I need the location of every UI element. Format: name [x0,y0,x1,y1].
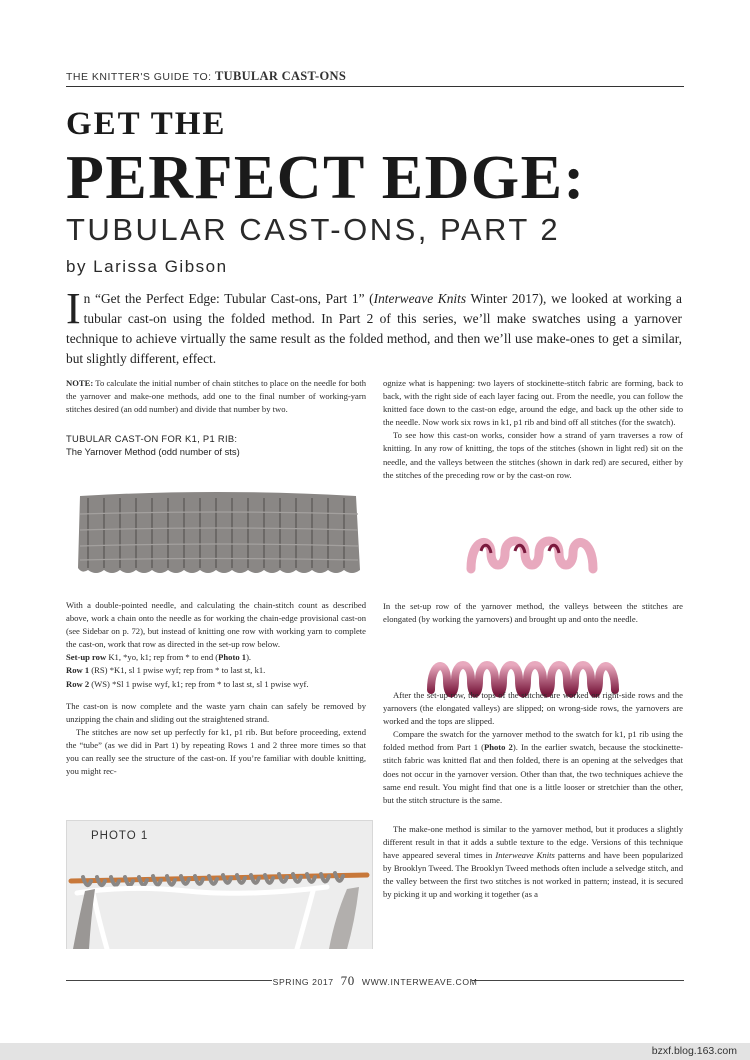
section-heading [66,432,366,458]
after-setup-paragraph: After the set-up row, the tops of the stitches are worked on right-side rows and the yarnovers (the elongated valleys) are slipped; on wrong-side rows, the yarnovers are worked and the tops are slipped. [383,690,683,727]
watermark-bar [0,1043,750,1060]
yarnover-intro: With a double-pointed needle, and calculating the chain-stitch count as described above, work a chain onto the needle as for working the chain-edge provisional cast-on (see Sidebar on p. 72), but instead of knitting one row with working yarn to complete the cast-on, work that row as directed in the set-up row below. [66,600,366,650]
right-column-mid [383,600,683,626]
section-subtitle: The Yarnover Method (odd number of sts) [66,446,240,458]
setup-row-paragraph: In the set-up row of the yarnover method, the valleys between the stitches are elongated (by working the yarnovers) and brought up and onto the needle. [383,601,683,625]
setup-row [66,651,366,664]
wave-light-1 [471,541,593,569]
kicker-topic: TUBULAR CAST-ONS [214,69,347,83]
note-label: NOTE: [66,378,94,388]
right-column-bottom [383,689,683,901]
setup-label: Set-up row [66,652,107,663]
intro-text-b: Winter 2017), we looked at working a tubular cast-on using the folded method. In Part 2 of this series, we’ll make swatches using a yarnover technique to achieve virtually the same result as the folded method, and then we’ll use make-ones to get a similar, but slightly different, effect. [66,291,683,366]
yarn-tail-left [73,889,95,949]
make-one-magazine: Interweave Knits [495,850,555,861]
note-text: To calculate the initial number of chain stitches to place on the needle for both the yarnover and make-one methods, add one to the final number of working-yarn stitches desired (an odd number) and divide that number by two. [66,378,366,415]
footer-season: SPRING 2017 [272,977,334,987]
intro-text-a: n “Get the Perfect Edge: Tubular Cast-ons, Part 1” ( [83,291,374,306]
photo-1-label: PHOTO 1 [91,830,149,842]
intro-magazine: Interweave Knits [373,291,467,306]
setup-photo-ref: Photo 1 [218,652,247,663]
header-rule [66,86,684,87]
right-column-top [383,377,683,482]
left-column-top [66,377,366,458]
make-one-b: patterns and have been popularized by Brooklyn Tweed. The Brooklyn Tweed methods often include a selvedge stitch, and the valley between the first two stitches is not worked in pattern; instead, it is secured by picking it up and working it together (as a [383,850,683,900]
strand-paragraph: To see how this cast-on works, consider how a strand of yarn traverses a row of knitting. In any row of knitting, the tops of the stitches (shown in light red) sit on the needle, and the valleys between the stitches (shown in dark red) are secured, either by the stitches of the preceding row or by the cast-on row. [383,430,683,480]
yarn-tail-right [329,887,359,949]
tube-paragraph: The stitches are now set up perfectly for k1, p1 rib. But before proceeding, extend the “tube” (as we did in Part 1) by repeating Rows 1 and 2 three more times so that you can really see the structure of the cast-on. If you’re familiar with double knitting, you might rec- [66,726,366,777]
intro-paragraph [66,284,683,369]
section-title: TUBULAR CAST-ON FOR K1, P1 RIB: [66,433,238,445]
title-line-1: GET THE [66,106,227,142]
byline: by Larissa Gibson [66,257,228,276]
row-1-text: (RS) *K1, sl 1 pwise wyf; rep from * to last st, k1. [89,665,266,676]
kicker-prefix: THE KNITTER'S GUIDE TO: [66,71,212,83]
setup-end: ). [246,652,252,663]
castoff-paragraph: The cast-on is now complete and the waste yarn chain can safely be removed by unzipping the chain and sliding out the straightened strand. [66,700,366,724]
subtitle: TUBULAR CAST-ONS, PART 2 [66,212,561,247]
waste-yarn [77,887,327,949]
photo-2-ref: Photo 2 [483,742,513,753]
title-line-2: PERFECT EDGE: [66,144,586,212]
row-2 [66,678,366,691]
yarn-wave-diagram-1 [383,524,685,594]
compare-paragraph [383,728,683,807]
row-1 [66,664,366,677]
row-2-label: Row 2 [66,678,90,689]
compare-a: Compare the swatch for the yarnover method to the swatch for k1, p1 rib using the folded method from Part 1 ( [383,729,683,753]
make-one-a: The make-one method is similar to the yarnover method, but it produces a slightly different result in that it adds a subtle texture to the edge. Versions of this technique have appeared several times in [383,823,683,861]
photo-1-image [67,821,372,949]
compare-b: ). In the earlier swatch, because the stockinette-stitch fabric was knitted flat and then folded, there is an opening at the selvedges that does not occur in the yarnover version. Other than that, the two techniques achieve the same end result. You might find that one is a little looser or stretchier than the other, but the stitch structure is the same. [383,742,683,805]
footer [0,973,750,989]
kicker [66,69,346,84]
setup-text: K1, *yo, k1; rep from * to end ( [106,652,219,663]
photo-1 [66,820,373,949]
drop-cap: I [66,284,81,333]
note-paragraph [66,377,366,416]
tube-continued: ognize what is happening: two layers of stockinette-stitch fabric are forming, back to back, with the right side of each layer facing out. From the needle, you can follow the knitted face down to the cast-on edge, around the edge, and back up the other side to the needle. Now work six rows in k1, p1 rib and bind off all stitches (for the swatch). [383,378,683,428]
watermark: bzxf.blog.163.com [651,1045,737,1057]
row-2-text: (WS) *Sl 1 pwise wyf, k1; rep from * to last st, sl 1 pwise wyf. [89,678,309,689]
make-one-paragraph [383,823,683,902]
page-number: 70 [340,973,355,988]
left-column-bottom [66,599,366,778]
row-1-label: Row 1 [66,665,90,676]
ribbed-swatch-photo [66,484,368,592]
footer-site: WWW.INTERWEAVE.COM [361,977,478,987]
